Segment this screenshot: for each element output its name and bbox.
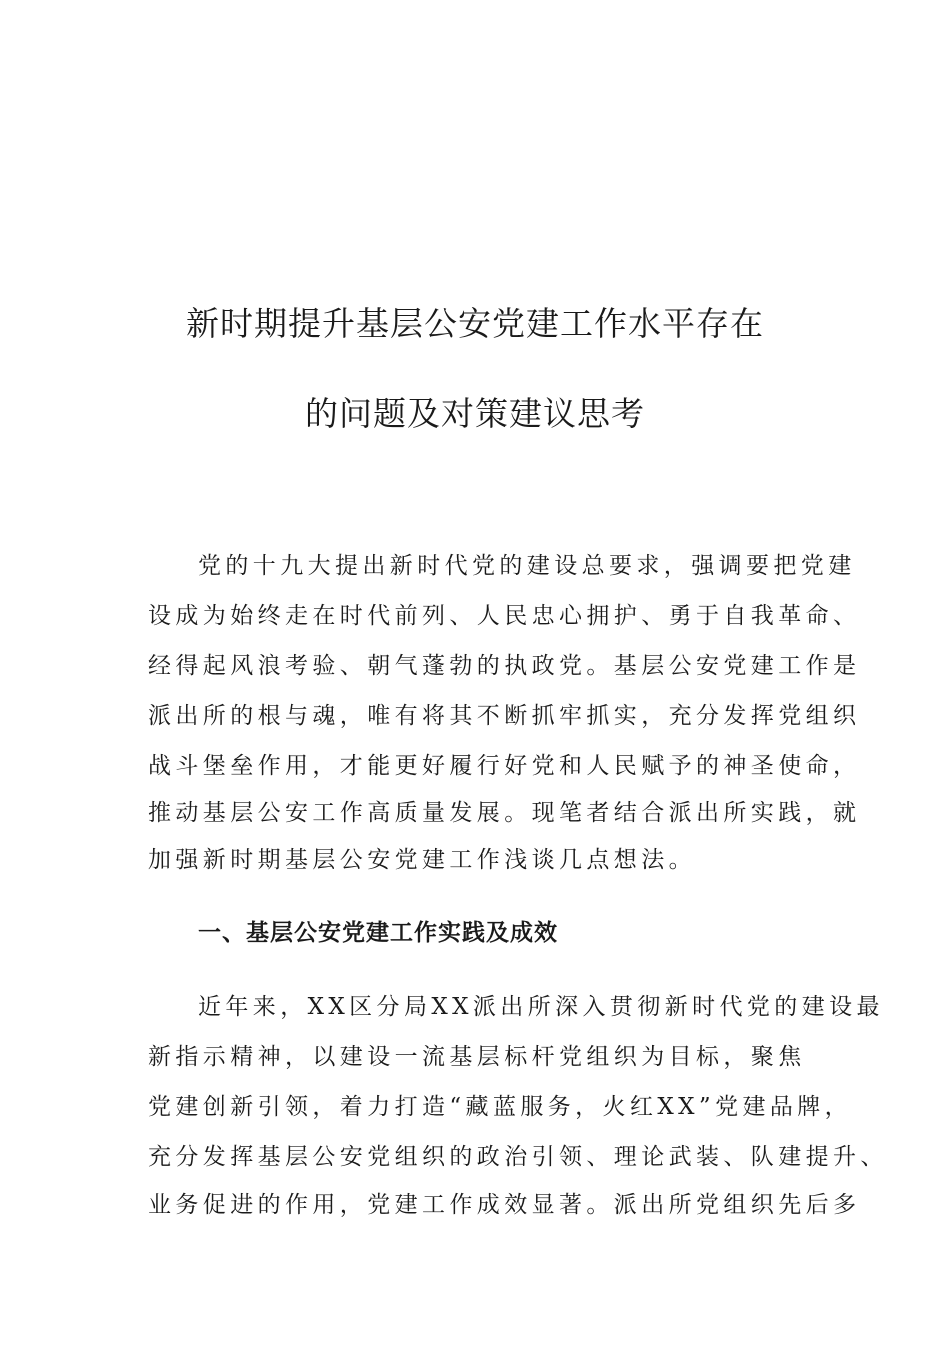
paragraph-line: 党建创新引领，着力打造“藏蓝服务，火红XX”党建品牌， xyxy=(148,1094,853,1120)
paragraph-line: 推动基层公安工作高质量发展。现笔者结合派出所实践，就 xyxy=(148,800,861,826)
paragraph-line: 战斗堡垒作用，才能更好履行好党和人民赋予的神圣使命， xyxy=(148,753,861,779)
paragraph-line: 经得起风浪考验、朝气蓬勃的执政党。基层公安党建工作是 xyxy=(148,653,861,679)
paragraph-line: 业务促进的作用，党建工作成效显著。派出所党组织先后多 xyxy=(148,1192,861,1218)
section-heading: 一、基层公安党建工作实践及成效 xyxy=(198,920,558,946)
paragraph-line: 党的十九大提出新时代党的建设总要求，强调要把党建 xyxy=(198,553,856,579)
paragraph-line: 近年来，XX区分局XX派出所深入贯彻新时代党的建设最 xyxy=(198,994,884,1020)
paragraph-line: 设成为始终走在时代前列、人民忠心拥护、勇于自我革命、 xyxy=(148,603,861,629)
document-title-line-2: 的问题及对策建议思考 xyxy=(305,394,645,433)
paragraph-line: 派出所的根与魂，唯有将其不断抓牢抓实，充分发挥党组织 xyxy=(148,703,861,729)
paragraph-line: 加强新时期基层公安党建工作浅谈几点想法。 xyxy=(148,847,696,873)
paragraph-line: 新指示精神，以建设一流基层标杆党组织为目标，聚焦 xyxy=(148,1044,806,1070)
document-title-line-1: 新时期提升基层公安党建工作水平存在 xyxy=(186,304,764,343)
paragraph-line: 充分发挥基层公安党组织的政治引领、理论武装、队建提升、 xyxy=(148,1144,888,1170)
